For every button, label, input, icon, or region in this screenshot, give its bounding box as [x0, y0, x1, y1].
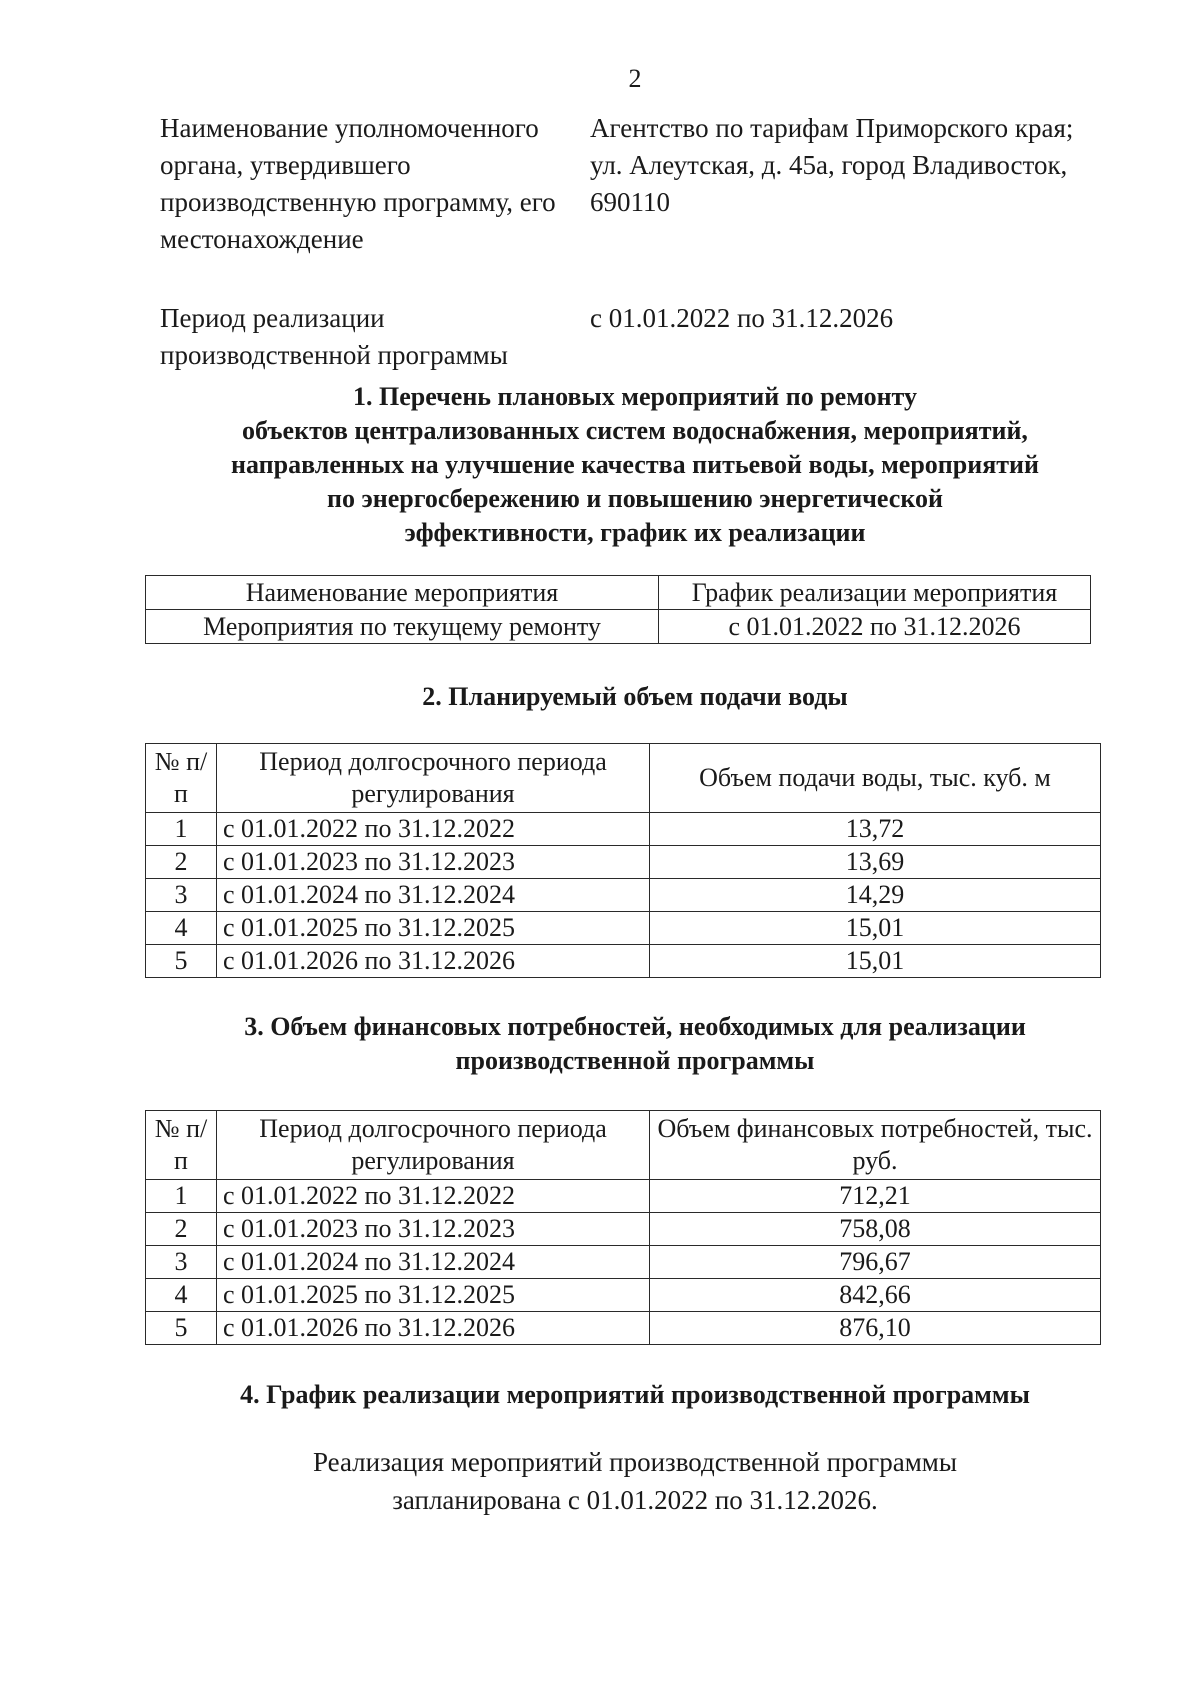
section1-title-line: по энергосбережению и повышению энергетической: [327, 484, 943, 513]
table-row: [146, 1279, 1101, 1312]
row-value: 842,66: [650, 1279, 1101, 1312]
table-header-cell: Наименование мероприятия: [146, 576, 659, 610]
section3-title-line: 3. Объем финансовых потребностей, необходимых для реализации: [244, 1012, 1026, 1041]
table-row: [146, 610, 1091, 644]
authority-value-line: Агентство по тарифам Приморского края;: [590, 113, 1074, 143]
row-value: 876,10: [650, 1312, 1101, 1345]
authority-label: Наименование уполномоченного органа, утвердившего производственную программу, его местонахождение: [160, 113, 556, 254]
table-cell: Мероприятия по текущему ремонту: [146, 610, 659, 644]
table-header-cell: Объем подачи воды, тыс. куб. м: [650, 744, 1101, 813]
row-number: 2: [146, 1213, 217, 1246]
section1-title-line: объектов централизованных систем водоснабжения, мероприятий,: [242, 416, 1028, 445]
table-row: [146, 879, 1101, 912]
row-value: 13,69: [650, 846, 1101, 879]
row-number: 5: [146, 1312, 217, 1345]
section1-title-line: эффективности, график их реализации: [404, 518, 866, 547]
authority-value: [590, 110, 1110, 258]
section4-title: 4. График реализации мероприятий производственной программы: [240, 1380, 1030, 1409]
row-value: 13,72: [650, 813, 1101, 846]
row-period: с 01.01.2023 по 31.12.2023: [217, 846, 650, 879]
row-period: с 01.01.2026 по 31.12.2026: [217, 945, 650, 978]
section3-title: [150, 1010, 1120, 1078]
row-value: 712,21: [650, 1180, 1101, 1213]
table-row: [146, 1312, 1101, 1345]
table-header-cell: Период долгосрочного периода регулирования: [217, 744, 650, 813]
row-number: 2: [146, 846, 217, 879]
table-header-cell: № п/п: [146, 1111, 217, 1180]
row-period: с 01.01.2025 по 31.12.2025: [217, 912, 650, 945]
row-number: 4: [146, 1279, 217, 1312]
section1-title: [150, 380, 1120, 550]
section4-paragraph: [160, 1443, 1110, 1519]
row-period: с 01.01.2022 по 31.12.2022: [217, 1180, 650, 1213]
table-header-cell: № п/п: [146, 744, 217, 813]
period-label: Период реализации производственной программы: [160, 303, 508, 370]
section4-text-line: запланирована с 01.01.2022 по 31.12.2026.: [392, 1485, 878, 1515]
period-value: с 01.01.2022 по 31.12.2026: [590, 303, 894, 333]
row-number: 3: [146, 879, 217, 912]
table-row: [146, 945, 1101, 978]
info-block-period: [160, 300, 1110, 374]
row-value: 15,01: [650, 912, 1101, 945]
row-period: с 01.01.2023 по 31.12.2023: [217, 1213, 650, 1246]
authority-value-line: 690110: [590, 187, 670, 217]
table-cell: с 01.01.2022 по 31.12.2026: [659, 610, 1091, 644]
row-period: с 01.01.2026 по 31.12.2026: [217, 1312, 650, 1345]
section2-title: 2. Планируемый объем подачи воды: [422, 682, 848, 711]
row-number: 3: [146, 1246, 217, 1279]
section4-text-line: Реализация мероприятий производственной программы: [312, 1447, 958, 1477]
row-period: с 01.01.2022 по 31.12.2022: [217, 813, 650, 846]
financial-needs-table: [145, 1110, 1101, 1345]
table-header-cell: Период долгосрочного периода регулирования: [217, 1111, 650, 1180]
row-value: 15,01: [650, 945, 1101, 978]
authority-value-line: ул. Алеутская, д. 45а, город Владивосток,: [590, 150, 1068, 180]
row-number: 1: [146, 1180, 217, 1213]
table-header-row: [146, 576, 1091, 610]
table-row: [146, 846, 1101, 879]
row-number: 1: [146, 813, 217, 846]
row-value: 796,67: [650, 1246, 1101, 1279]
section1-title-line: направленных на улучшение качества питьевой воды, мероприятий: [230, 450, 1040, 479]
row-period: с 01.01.2024 по 31.12.2024: [217, 879, 650, 912]
row-period: с 01.01.2024 по 31.12.2024: [217, 1246, 650, 1279]
row-value: 758,08: [650, 1213, 1101, 1246]
events-table: [145, 575, 1091, 644]
page-number: 2: [628, 64, 642, 93]
table-row: [146, 1213, 1101, 1246]
table-header-cell: График реализации мероприятия: [659, 576, 1091, 610]
table-header-row: [146, 744, 1101, 813]
section3-title-line: производственной программы: [455, 1046, 815, 1075]
table-header-cell: Объем финансовых потребностей, тыс. руб.: [650, 1111, 1101, 1180]
table-row: [146, 813, 1101, 846]
info-block-authority: [160, 110, 1110, 258]
row-value: 14,29: [650, 879, 1101, 912]
row-period: с 01.01.2025 по 31.12.2025: [217, 1279, 650, 1312]
table-row: [146, 1180, 1101, 1213]
section1-title-line: 1. Перечень плановых мероприятий по ремонту: [353, 382, 917, 411]
row-number: 4: [146, 912, 217, 945]
table-row: [146, 912, 1101, 945]
table-header-row: [146, 1111, 1101, 1180]
row-number: 5: [146, 945, 217, 978]
table-row: [146, 1246, 1101, 1279]
water-volume-table: [145, 743, 1101, 978]
